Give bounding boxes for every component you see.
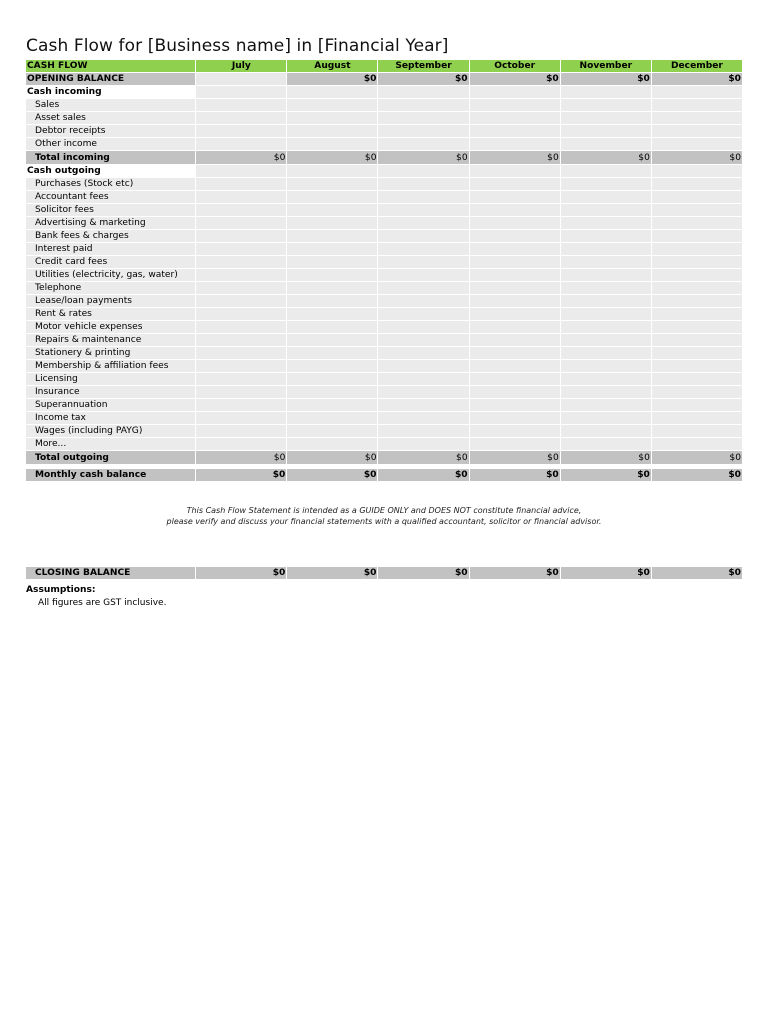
amount-cell[interactable] xyxy=(377,425,468,438)
empty-cell[interactable] xyxy=(469,86,560,99)
total-incoming-cell: $0 xyxy=(377,151,468,165)
incoming-item-row xyxy=(26,99,742,112)
amount-cell[interactable] xyxy=(195,256,286,269)
amount-cell[interactable] xyxy=(377,412,468,425)
amount-cell[interactable] xyxy=(560,399,651,412)
outgoing-item-row xyxy=(26,321,742,334)
opening-balance-cell[interactable]: $0 xyxy=(286,73,377,86)
assumptions-text: All figures are GST inclusive. xyxy=(38,598,167,608)
outgoing-item-row xyxy=(26,191,742,204)
outgoing-item-row xyxy=(26,360,742,373)
amount-cell[interactable] xyxy=(377,308,468,321)
amount-cell[interactable] xyxy=(469,282,560,295)
amount-cell[interactable] xyxy=(651,373,742,386)
amount-cell[interactable] xyxy=(377,321,468,334)
amount-cell[interactable] xyxy=(651,256,742,269)
amount-cell[interactable] xyxy=(651,438,742,451)
amount-cell[interactable] xyxy=(560,138,651,151)
amount-cell[interactable] xyxy=(286,412,377,425)
line-item-label: Superannuation xyxy=(26,399,195,412)
amount-cell[interactable] xyxy=(469,399,560,412)
amount-cell[interactable] xyxy=(195,412,286,425)
empty-cell[interactable] xyxy=(377,165,468,178)
incoming-item-row xyxy=(26,112,742,125)
incoming-item-row xyxy=(26,138,742,151)
amount-cell[interactable] xyxy=(195,360,286,373)
amount-cell[interactable] xyxy=(286,243,377,256)
amount-cell[interactable] xyxy=(377,204,468,217)
amount-cell[interactable] xyxy=(560,386,651,399)
closing-balance-cell: $0 xyxy=(377,567,468,579)
line-item-label: Sales xyxy=(26,99,195,112)
line-item-label: Bank fees & charges xyxy=(26,230,195,243)
amount-cell[interactable] xyxy=(651,399,742,412)
amount-cell[interactable] xyxy=(560,99,651,112)
amount-cell[interactable] xyxy=(286,138,377,151)
amount-cell[interactable] xyxy=(560,412,651,425)
amount-cell[interactable] xyxy=(560,269,651,282)
amount-cell[interactable] xyxy=(469,321,560,334)
amount-cell[interactable] xyxy=(469,256,560,269)
closing-balance-cell: $0 xyxy=(469,567,560,579)
closing-balance-cell: $0 xyxy=(286,567,377,579)
amount-cell[interactable] xyxy=(651,178,742,191)
disclaimer xyxy=(26,505,742,527)
empty-cell[interactable] xyxy=(469,165,560,178)
line-item-label: Membership & affiliation fees xyxy=(26,360,195,373)
amount-cell[interactable] xyxy=(469,373,560,386)
line-item-label: Insurance xyxy=(26,386,195,399)
outgoing-item-row xyxy=(26,256,742,269)
amount-cell[interactable] xyxy=(651,269,742,282)
line-item-label: Wages (including PAYG) xyxy=(26,425,195,438)
incoming-heading: Cash incoming xyxy=(26,86,195,99)
opening-balance-cell[interactable]: $0 xyxy=(469,73,560,86)
month-header: August xyxy=(286,60,377,73)
amount-cell[interactable] xyxy=(651,295,742,308)
amount-cell[interactable] xyxy=(469,269,560,282)
line-item-label: Income tax xyxy=(26,412,195,425)
amount-cell[interactable] xyxy=(651,125,742,138)
outgoing-item-row xyxy=(26,295,742,308)
amount-cell[interactable] xyxy=(469,386,560,399)
total-incoming-row xyxy=(26,151,742,165)
amount-cell[interactable] xyxy=(560,204,651,217)
amount-cell[interactable] xyxy=(195,112,286,125)
monthly-balance-cell: $0 xyxy=(195,469,286,482)
amount-cell[interactable] xyxy=(651,425,742,438)
line-item-label: Asset sales xyxy=(26,112,195,125)
amount-cell[interactable] xyxy=(195,204,286,217)
amount-cell[interactable] xyxy=(377,295,468,308)
line-item-label: Advertising & marketing xyxy=(26,217,195,230)
amount-cell[interactable] xyxy=(377,243,468,256)
amount-cell[interactable] xyxy=(195,269,286,282)
total-incoming-cell: $0 xyxy=(560,151,651,165)
amount-cell[interactable] xyxy=(651,321,742,334)
amount-cell[interactable] xyxy=(286,360,377,373)
amount-cell[interactable] xyxy=(286,386,377,399)
total-outgoing-row xyxy=(26,451,742,465)
amount-cell[interactable] xyxy=(560,256,651,269)
amount-cell[interactable] xyxy=(469,217,560,230)
total-outgoing-cell: $0 xyxy=(195,451,286,465)
empty-cell[interactable] xyxy=(560,165,651,178)
amount-cell[interactable] xyxy=(195,295,286,308)
closing-balance-cell: $0 xyxy=(651,567,742,579)
month-header: November xyxy=(560,60,651,73)
monthly-balance-cell: $0 xyxy=(377,469,468,482)
amount-cell[interactable] xyxy=(651,230,742,243)
amount-cell[interactable] xyxy=(469,425,560,438)
total-outgoing-cell: $0 xyxy=(469,451,560,465)
amount-cell[interactable] xyxy=(195,334,286,347)
total-outgoing-cell: $0 xyxy=(377,451,468,465)
line-item-label: Solicitor fees xyxy=(26,204,195,217)
outgoing-item-row xyxy=(26,308,742,321)
amount-cell[interactable] xyxy=(469,138,560,151)
empty-cell[interactable] xyxy=(195,86,286,99)
amount-cell[interactable] xyxy=(195,282,286,295)
amount-cell[interactable] xyxy=(469,243,560,256)
outgoing-item-row xyxy=(26,373,742,386)
amount-cell[interactable] xyxy=(195,243,286,256)
opening-balance-cell[interactable]: $0 xyxy=(377,73,468,86)
monthly-balance-cell: $0 xyxy=(651,469,742,482)
amount-cell[interactable] xyxy=(377,373,468,386)
closing-balance-table xyxy=(26,567,742,579)
amount-cell[interactable] xyxy=(286,191,377,204)
line-item-label: Credit card fees xyxy=(26,256,195,269)
opening-balance-label: OPENING BALANCE xyxy=(26,73,195,86)
amount-cell[interactable] xyxy=(469,125,560,138)
incoming-heading-row xyxy=(26,86,742,99)
amount-cell[interactable] xyxy=(560,373,651,386)
amount-cell[interactable] xyxy=(560,425,651,438)
amount-cell[interactable] xyxy=(560,217,651,230)
amount-cell[interactable] xyxy=(377,438,468,451)
empty-cell[interactable] xyxy=(286,165,377,178)
amount-cell[interactable] xyxy=(377,399,468,412)
amount-cell[interactable] xyxy=(377,112,468,125)
total-outgoing-cell: $0 xyxy=(560,451,651,465)
header-row xyxy=(26,60,742,73)
empty-cell[interactable] xyxy=(560,86,651,99)
disclaimer-line-2: please verify and discuss your financial statements with a qualified accountant, solicitor or financial advisor. xyxy=(166,517,602,526)
amount-cell[interactable] xyxy=(377,138,468,151)
empty-cell[interactable] xyxy=(286,86,377,99)
outgoing-item-row xyxy=(26,243,742,256)
amount-cell[interactable] xyxy=(377,256,468,269)
amount-cell[interactable] xyxy=(651,191,742,204)
month-header: December xyxy=(651,60,742,73)
amount-cell[interactable] xyxy=(377,178,468,191)
amount-cell[interactable] xyxy=(286,204,377,217)
amount-cell[interactable] xyxy=(286,112,377,125)
amount-cell[interactable] xyxy=(286,321,377,334)
amount-cell[interactable] xyxy=(469,295,560,308)
amount-cell[interactable] xyxy=(195,438,286,451)
total-incoming-cell: $0 xyxy=(195,151,286,165)
amount-cell[interactable] xyxy=(377,191,468,204)
amount-cell[interactable] xyxy=(560,334,651,347)
amount-cell[interactable] xyxy=(286,308,377,321)
amount-cell[interactable] xyxy=(560,230,651,243)
amount-cell[interactable] xyxy=(651,112,742,125)
amount-cell[interactable] xyxy=(195,386,286,399)
amount-cell[interactable] xyxy=(651,412,742,425)
amount-cell[interactable] xyxy=(195,373,286,386)
line-item-label: Stationery & printing xyxy=(26,347,195,360)
outgoing-item-row xyxy=(26,282,742,295)
line-item-label: Interest paid xyxy=(26,243,195,256)
outgoing-item-row xyxy=(26,425,742,438)
amount-cell[interactable] xyxy=(195,230,286,243)
amount-cell[interactable] xyxy=(651,360,742,373)
empty-cell[interactable] xyxy=(651,86,742,99)
amount-cell[interactable] xyxy=(651,243,742,256)
amount-cell[interactable] xyxy=(651,347,742,360)
amount-cell[interactable] xyxy=(469,438,560,451)
line-item-label: Telephone xyxy=(26,282,195,295)
amount-cell[interactable] xyxy=(560,308,651,321)
line-item-label: Accountant fees xyxy=(26,191,195,204)
amount-cell[interactable] xyxy=(377,99,468,112)
empty-cell[interactable] xyxy=(195,165,286,178)
empty-cell[interactable] xyxy=(651,165,742,178)
amount-cell[interactable] xyxy=(469,204,560,217)
closing-balance-row xyxy=(26,567,742,579)
amount-cell[interactable] xyxy=(560,243,651,256)
amount-cell[interactable] xyxy=(560,191,651,204)
amount-cell[interactable] xyxy=(377,347,468,360)
amount-cell[interactable] xyxy=(286,178,377,191)
amount-cell[interactable] xyxy=(560,112,651,125)
amount-cell[interactable] xyxy=(286,256,377,269)
line-item-label: Motor vehicle expenses xyxy=(26,321,195,334)
monthly-balance-row xyxy=(26,469,742,482)
incoming-item-row xyxy=(26,125,742,138)
total-outgoing-cell: $0 xyxy=(651,451,742,465)
line-item-label: Utilities (electricity, gas, water) xyxy=(26,269,195,282)
amount-cell[interactable] xyxy=(195,347,286,360)
amount-cell[interactable] xyxy=(651,386,742,399)
amount-cell[interactable] xyxy=(195,399,286,412)
amount-cell[interactable] xyxy=(286,217,377,230)
line-item-label: Debtor receipts xyxy=(26,125,195,138)
outgoing-item-row xyxy=(26,204,742,217)
outgoing-item-row xyxy=(26,269,742,282)
outgoing-item-row xyxy=(26,217,742,230)
page-title: Cash Flow for [Business name] in [Financial Year] xyxy=(26,36,449,56)
amount-cell[interactable] xyxy=(286,99,377,112)
amount-cell[interactable] xyxy=(286,295,377,308)
amount-cell[interactable] xyxy=(286,125,377,138)
amount-cell[interactable] xyxy=(651,282,742,295)
total-outgoing-label: Total outgoing xyxy=(26,451,195,465)
amount-cell[interactable] xyxy=(286,230,377,243)
header-label: CASH FLOW xyxy=(26,60,195,73)
amount-cell[interactable] xyxy=(651,334,742,347)
amount-cell[interactable] xyxy=(286,425,377,438)
cash-flow-table-body xyxy=(26,60,742,482)
total-incoming-cell: $0 xyxy=(469,151,560,165)
outgoing-item-row xyxy=(26,178,742,191)
line-item-label: Lease/loan payments xyxy=(26,295,195,308)
amount-cell[interactable] xyxy=(651,138,742,151)
amount-cell[interactable] xyxy=(560,295,651,308)
closing-balance-cell: $0 xyxy=(560,567,651,579)
amount-cell[interactable] xyxy=(286,282,377,295)
amount-cell[interactable] xyxy=(377,217,468,230)
amount-cell[interactable] xyxy=(469,412,560,425)
month-header: July xyxy=(195,60,286,73)
opening-balance-cell[interactable] xyxy=(195,73,286,86)
month-header: September xyxy=(377,60,468,73)
amount-cell[interactable] xyxy=(377,282,468,295)
amount-cell[interactable] xyxy=(469,360,560,373)
line-item-label: Rent & rates xyxy=(26,308,195,321)
amount-cell[interactable] xyxy=(469,178,560,191)
outgoing-item-row xyxy=(26,230,742,243)
line-item-label: Licensing xyxy=(26,373,195,386)
amount-cell[interactable] xyxy=(286,373,377,386)
outgoing-item-row xyxy=(26,386,742,399)
monthly-balance-cell: $0 xyxy=(560,469,651,482)
opening-balance-row xyxy=(26,73,742,86)
amount-cell[interactable] xyxy=(560,282,651,295)
amount-cell[interactable] xyxy=(651,217,742,230)
month-header: October xyxy=(469,60,560,73)
monthly-balance-label: Monthly cash balance xyxy=(26,469,195,482)
amount-cell[interactable] xyxy=(560,360,651,373)
amount-cell[interactable] xyxy=(195,125,286,138)
closing-balance-label: CLOSING BALANCE xyxy=(26,567,195,579)
empty-cell[interactable] xyxy=(377,86,468,99)
total-incoming-label: Total incoming xyxy=(26,151,195,165)
total-outgoing-cell: $0 xyxy=(286,451,377,465)
amount-cell[interactable] xyxy=(286,269,377,282)
outgoing-item-row xyxy=(26,347,742,360)
amount-cell[interactable] xyxy=(469,334,560,347)
outgoing-item-row xyxy=(26,399,742,412)
amount-cell[interactable] xyxy=(377,269,468,282)
amount-cell[interactable] xyxy=(195,425,286,438)
amount-cell[interactable] xyxy=(469,230,560,243)
outgoing-item-row xyxy=(26,334,742,347)
amount-cell[interactable] xyxy=(195,217,286,230)
amount-cell[interactable] xyxy=(651,204,742,217)
amount-cell[interactable] xyxy=(195,178,286,191)
amount-cell[interactable] xyxy=(560,125,651,138)
amount-cell[interactable] xyxy=(195,191,286,204)
disclaimer-line-1: This Cash Flow Statement is intended as a GUIDE ONLY and DOES NOT constitute financial advice, xyxy=(186,506,582,515)
amount-cell[interactable] xyxy=(286,399,377,412)
amount-cell[interactable] xyxy=(560,438,651,451)
amount-cell[interactable] xyxy=(377,386,468,399)
amount-cell[interactable] xyxy=(560,347,651,360)
amount-cell[interactable] xyxy=(651,308,742,321)
total-incoming-cell: $0 xyxy=(286,151,377,165)
outgoing-heading: Cash outgoing xyxy=(26,165,195,178)
amount-cell[interactable] xyxy=(195,321,286,334)
line-item-label: Other income xyxy=(26,138,195,151)
amount-cell[interactable] xyxy=(560,321,651,334)
cash-flow-table xyxy=(26,60,742,482)
amount-cell[interactable] xyxy=(377,334,468,347)
monthly-balance-cell: $0 xyxy=(469,469,560,482)
amount-cell[interactable] xyxy=(469,347,560,360)
amount-cell[interactable] xyxy=(651,99,742,112)
closing-balance-cell: $0 xyxy=(195,567,286,579)
line-item-label: Purchases (Stock etc) xyxy=(26,178,195,191)
outgoing-item-row xyxy=(26,412,742,425)
amount-cell[interactable] xyxy=(195,99,286,112)
line-item-label: Repairs & maintenance xyxy=(26,334,195,347)
amount-cell[interactable] xyxy=(286,334,377,347)
line-item-label: More... xyxy=(26,438,195,451)
assumptions-heading: Assumptions: xyxy=(26,585,96,595)
amount-cell[interactable] xyxy=(195,138,286,151)
opening-balance-cell[interactable]: $0 xyxy=(560,73,651,86)
opening-balance-cell[interactable]: $0 xyxy=(651,73,742,86)
monthly-balance-cell: $0 xyxy=(286,469,377,482)
amount-cell[interactable] xyxy=(286,347,377,360)
amount-cell[interactable] xyxy=(469,191,560,204)
amount-cell[interactable] xyxy=(377,230,468,243)
outgoing-item-row xyxy=(26,438,742,451)
amount-cell[interactable] xyxy=(469,99,560,112)
outgoing-heading-row xyxy=(26,165,742,178)
amount-cell[interactable] xyxy=(469,112,560,125)
amount-cell[interactable] xyxy=(286,438,377,451)
amount-cell[interactable] xyxy=(377,125,468,138)
total-incoming-cell: $0 xyxy=(651,151,742,165)
amount-cell[interactable] xyxy=(377,360,468,373)
amount-cell[interactable] xyxy=(560,178,651,191)
amount-cell[interactable] xyxy=(195,308,286,321)
amount-cell[interactable] xyxy=(469,308,560,321)
